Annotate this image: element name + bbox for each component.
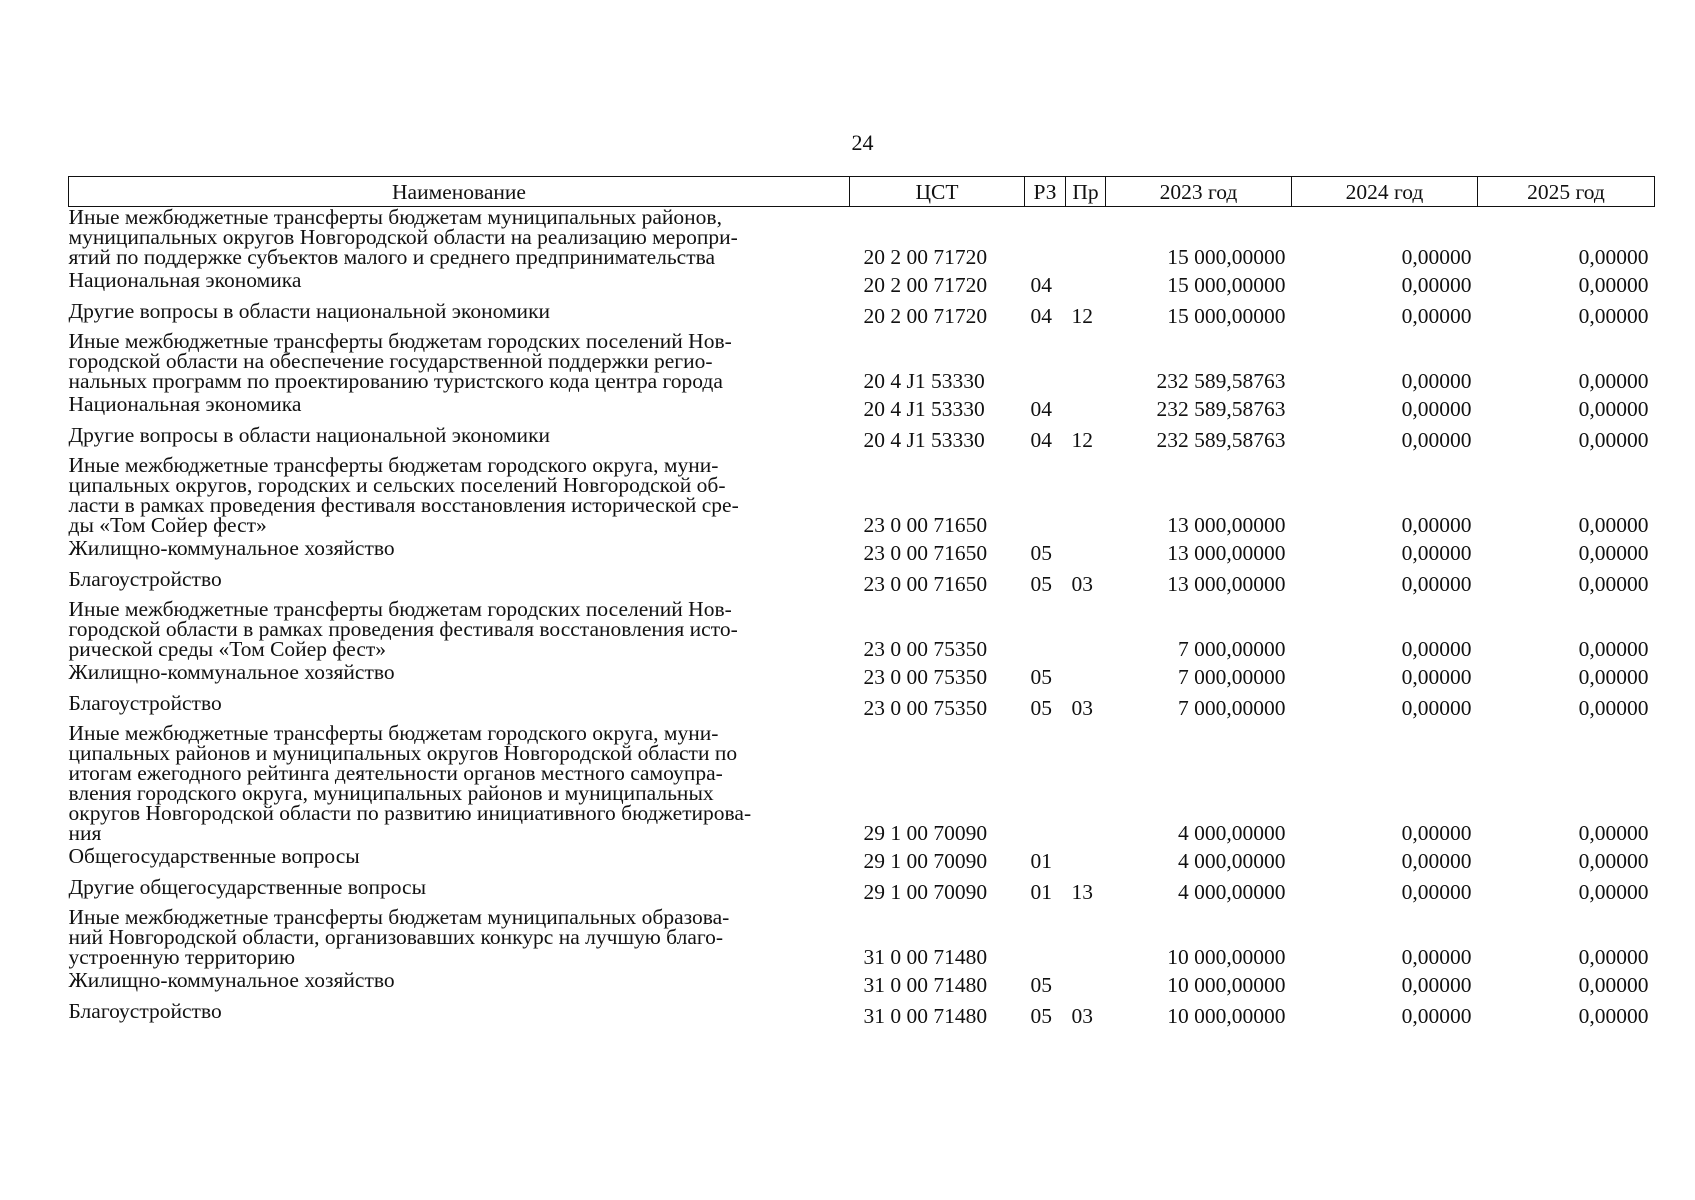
row-2024: 0,00000 bbox=[1401, 571, 1472, 596]
row-2023: 232 589,58763 bbox=[1156, 427, 1286, 452]
row-pr bbox=[1066, 599, 1106, 661]
row-pr: 03 bbox=[1071, 571, 1093, 596]
row-pr bbox=[1066, 969, 1106, 1000]
row-rz: 01 bbox=[1030, 879, 1052, 904]
row-cst: 23 0 00 71650 bbox=[863, 571, 988, 596]
table-row bbox=[69, 537, 1655, 568]
row-2023: 15 000,00000 bbox=[1167, 272, 1286, 297]
row-2024: 0,00000 bbox=[1401, 540, 1472, 565]
row-2025: 0,00000 bbox=[1578, 571, 1649, 596]
row-2024: 0,00000 bbox=[1401, 879, 1472, 904]
row-2024: 0,00000 bbox=[1401, 695, 1472, 720]
header-2024: 2024 год bbox=[1292, 177, 1478, 207]
row-name: Иные межбюджетные трансферты бюджетам муниципальных образова- ний Новгородской области, организовавших конкурс на лучшую благо- устроенную территорию bbox=[68, 905, 730, 969]
row-pr: 12 bbox=[1071, 303, 1093, 328]
row-name: Национальная экономика bbox=[68, 268, 302, 292]
row-name: Благоустройство bbox=[68, 691, 222, 715]
row-cst: 29 1 00 70090 bbox=[863, 848, 988, 873]
row-2025: 0,00000 bbox=[1578, 427, 1649, 452]
row-cst: 20 2 00 71720 bbox=[863, 245, 988, 269]
row-2024: 0,00000 bbox=[1401, 972, 1472, 997]
row-rz: 05 bbox=[1030, 571, 1052, 596]
row-2025: 0,00000 bbox=[1578, 272, 1649, 297]
table-row bbox=[69, 845, 1655, 876]
row-2023: 10 000,00000 bbox=[1167, 972, 1286, 997]
row-rz bbox=[1025, 723, 1066, 845]
row-2024: 0,00000 bbox=[1401, 821, 1472, 845]
table-row bbox=[69, 1000, 1655, 1031]
row-2023: 232 589,58763 bbox=[1156, 369, 1286, 393]
row-2023: 7 000,00000 bbox=[1178, 637, 1286, 661]
table-header bbox=[69, 177, 1655, 207]
row-rz: 04 bbox=[1030, 396, 1052, 421]
row-2025: 0,00000 bbox=[1578, 637, 1649, 661]
row-rz: 04 bbox=[1030, 427, 1052, 452]
row-2024: 0,00000 bbox=[1401, 303, 1472, 328]
row-cst: 20 4 J1 53330 bbox=[863, 369, 985, 393]
row-rz: 05 bbox=[1030, 540, 1052, 565]
row-2023: 4 000,00000 bbox=[1178, 821, 1286, 845]
table-row bbox=[69, 331, 1655, 393]
row-2024: 0,00000 bbox=[1401, 1003, 1472, 1028]
row-2025: 0,00000 bbox=[1578, 945, 1649, 969]
row-name: Другие вопросы в области национальной экономики bbox=[68, 299, 551, 323]
row-rz bbox=[1025, 907, 1066, 969]
row-rz bbox=[1025, 331, 1066, 393]
table-row bbox=[69, 723, 1655, 845]
row-cst: 20 4 J1 53330 bbox=[863, 396, 985, 421]
header-2025: 2025 год bbox=[1478, 177, 1655, 207]
row-rz: 05 bbox=[1030, 1003, 1052, 1028]
row-pr bbox=[1066, 393, 1106, 424]
row-pr bbox=[1066, 723, 1106, 845]
table-row bbox=[69, 424, 1655, 455]
row-2024: 0,00000 bbox=[1401, 513, 1472, 537]
row-name: Иные межбюджетные трансферты бюджетам муниципальных районов, муниципальных округов Новгородской области на реализацию меропри- ятий по поддержке субъектов малого и среднего предпринимательства bbox=[68, 205, 738, 269]
row-2024: 0,00000 bbox=[1401, 848, 1472, 873]
row-cst: 20 4 J1 53330 bbox=[863, 427, 985, 452]
row-2025: 0,00000 bbox=[1578, 369, 1649, 393]
row-2025: 0,00000 bbox=[1578, 540, 1649, 565]
row-2024: 0,00000 bbox=[1401, 427, 1472, 452]
row-rz: 05 bbox=[1030, 695, 1052, 720]
table-row bbox=[69, 969, 1655, 1000]
row-name: Иные межбюджетные трансферты бюджетам городского округа, муни- ципальных районов и муниципальных округов Новгородской области по итогам ежегодного рейтинга деятельности органов местного самоупра- вления городского округа, муниципальных районов и муниципальных округов Новгородской области по развитию инициативного бюджетирова- ния bbox=[68, 721, 752, 845]
row-cst: 31 0 00 71480 bbox=[863, 1003, 988, 1028]
row-2023: 7 000,00000 bbox=[1178, 695, 1286, 720]
row-name: Иные межбюджетные трансферты бюджетам городских поселений Нов- городской области в рамках проведения фестиваля восстановления исто- рической среды «Том Сойер фест» bbox=[68, 597, 738, 661]
row-name: Жилищно-коммунальное хозяйство bbox=[68, 536, 395, 560]
row-2025: 0,00000 bbox=[1578, 303, 1649, 328]
header-2023: 2023 год bbox=[1106, 177, 1292, 207]
row-rz bbox=[1025, 455, 1066, 537]
row-2023: 10 000,00000 bbox=[1167, 945, 1286, 969]
row-cst: 23 0 00 75350 bbox=[863, 695, 988, 720]
row-cst: 31 0 00 71480 bbox=[863, 972, 988, 997]
row-2023: 13 000,00000 bbox=[1167, 513, 1286, 537]
row-cst: 23 0 00 71650 bbox=[863, 540, 988, 565]
table-row bbox=[69, 269, 1655, 300]
table-row bbox=[69, 692, 1655, 723]
row-name: Национальная экономика bbox=[68, 392, 302, 416]
row-rz: 01 bbox=[1030, 848, 1052, 873]
row-2024: 0,00000 bbox=[1401, 396, 1472, 421]
row-2025: 0,00000 bbox=[1578, 972, 1649, 997]
row-name: Жилищно-коммунальное хозяйство bbox=[68, 660, 395, 684]
row-pr: 03 bbox=[1071, 1003, 1093, 1028]
row-2023: 15 000,00000 bbox=[1167, 245, 1286, 269]
row-2024: 0,00000 bbox=[1401, 245, 1472, 269]
row-2023: 4 000,00000 bbox=[1178, 879, 1286, 904]
header-name: Наименование bbox=[69, 177, 850, 207]
row-pr bbox=[1066, 455, 1106, 537]
row-pr: 12 bbox=[1071, 427, 1093, 452]
row-pr bbox=[1066, 207, 1106, 270]
header-cst: ЦСТ bbox=[850, 177, 1025, 207]
row-2025: 0,00000 bbox=[1578, 396, 1649, 421]
row-2024: 0,00000 bbox=[1401, 664, 1472, 689]
table-row bbox=[69, 455, 1655, 537]
header-rz: РЗ bbox=[1025, 177, 1066, 207]
row-cst: 29 1 00 70090 bbox=[863, 821, 988, 845]
row-name: Общегосударственные вопросы bbox=[68, 844, 360, 868]
row-pr bbox=[1066, 331, 1106, 393]
row-2025: 0,00000 bbox=[1578, 821, 1649, 845]
row-pr bbox=[1066, 269, 1106, 300]
table-row bbox=[69, 568, 1655, 599]
row-name: Другие вопросы в области национальной экономики bbox=[68, 423, 551, 447]
row-cst: 29 1 00 70090 bbox=[863, 879, 988, 904]
row-name: Иные межбюджетные трансферты бюджетам городских поселений Нов- городской области на обеспечение государственной поддержки регио- нальных программ по проектированию туристского кода центра города bbox=[68, 329, 732, 393]
row-2025: 0,00000 bbox=[1578, 695, 1649, 720]
row-name: Благоустройство bbox=[68, 999, 222, 1023]
row-2025: 0,00000 bbox=[1578, 513, 1649, 537]
row-pr bbox=[1066, 661, 1106, 692]
row-2025: 0,00000 bbox=[1578, 664, 1649, 689]
row-2023: 13 000,00000 bbox=[1167, 571, 1286, 596]
row-2024: 0,00000 bbox=[1401, 369, 1472, 393]
row-name: Иные межбюджетные трансферты бюджетам городского округа, муни- ципальных округов, городских и сельских поселений Новгородской об- ласти в рамках проведения фестиваля восстановления исторической сре- ды «Том Сойер фест» bbox=[68, 453, 739, 537]
row-2025: 0,00000 bbox=[1578, 1003, 1649, 1028]
row-2025: 0,00000 bbox=[1578, 879, 1649, 904]
row-2024: 0,00000 bbox=[1401, 945, 1472, 969]
row-pr: 13 bbox=[1071, 879, 1093, 904]
row-pr bbox=[1066, 537, 1106, 568]
row-rz: 04 bbox=[1030, 303, 1052, 328]
table-row bbox=[69, 876, 1655, 907]
row-rz: 05 bbox=[1030, 664, 1052, 689]
row-name: Жилищно-коммунальное хозяйство bbox=[68, 968, 395, 992]
row-cst: 23 0 00 75350 bbox=[863, 637, 988, 661]
row-pr: 03 bbox=[1071, 695, 1093, 720]
header-pr: Пр bbox=[1066, 177, 1106, 207]
table-row bbox=[69, 661, 1655, 692]
table-body bbox=[69, 207, 1655, 1032]
table-row bbox=[69, 207, 1655, 270]
row-pr bbox=[1066, 845, 1106, 876]
row-2024: 0,00000 bbox=[1401, 637, 1472, 661]
row-rz: 04 bbox=[1030, 272, 1052, 297]
page-number: 24 bbox=[851, 130, 874, 155]
row-2023: 13 000,00000 bbox=[1167, 540, 1286, 565]
table-row bbox=[69, 393, 1655, 424]
table-row bbox=[69, 300, 1655, 331]
row-2023: 15 000,00000 bbox=[1167, 303, 1286, 328]
row-pr bbox=[1066, 907, 1106, 969]
row-cst: 23 0 00 75350 bbox=[863, 664, 988, 689]
row-cst: 31 0 00 71480 bbox=[863, 945, 988, 969]
row-name: Благоустройство bbox=[68, 567, 222, 591]
row-rz bbox=[1025, 599, 1066, 661]
row-2023: 4 000,00000 bbox=[1178, 848, 1286, 873]
row-rz: 05 bbox=[1030, 972, 1052, 997]
row-rz bbox=[1025, 207, 1066, 270]
row-name: Другие общегосударственные вопросы bbox=[68, 875, 427, 899]
row-2025: 0,00000 bbox=[1578, 245, 1649, 269]
row-2024: 0,00000 bbox=[1401, 272, 1472, 297]
row-cst: 23 0 00 71650 bbox=[863, 513, 988, 537]
row-2023: 232 589,58763 bbox=[1156, 396, 1286, 421]
table-row bbox=[69, 599, 1655, 661]
row-cst: 20 2 00 71720 bbox=[863, 272, 988, 297]
row-2023: 7 000,00000 bbox=[1178, 664, 1286, 689]
row-2023: 10 000,00000 bbox=[1167, 1003, 1286, 1028]
row-2025: 0,00000 bbox=[1578, 848, 1649, 873]
budget-table bbox=[68, 176, 1655, 1031]
table-row bbox=[69, 907, 1655, 969]
row-cst: 20 2 00 71720 bbox=[863, 303, 988, 328]
